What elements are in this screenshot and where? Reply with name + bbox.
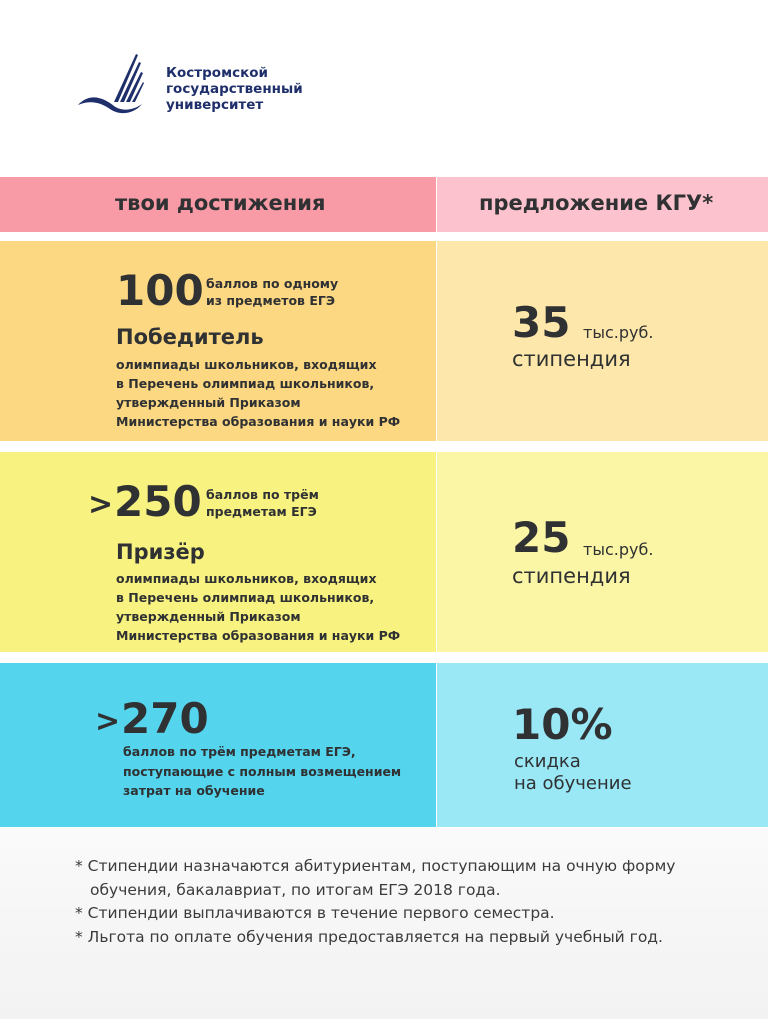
university-name-line2: государственный — [166, 81, 303, 97]
row2-desc-2: в Перечень олимпиад школьников, — [116, 590, 375, 605]
note-2: * Стипендии выплачиваются в течение первого семестра. — [75, 904, 555, 922]
row1-number: 100 — [116, 266, 204, 315]
row1-number-caption-1: баллов по одному — [206, 276, 339, 291]
row3-offer-label-1: скидка — [514, 751, 581, 772]
note-3: * Льгота по оплате обучения предоставляется на первый учебный год. — [75, 927, 663, 946]
row1-desc-3: утвержденный Приказом — [116, 395, 301, 410]
row2-prefix: > — [88, 487, 114, 522]
row2-achievement-cell — [0, 452, 436, 652]
row1-offer-cell — [437, 241, 768, 441]
row3-offer-label-2: на обучение — [514, 773, 632, 794]
row2-desc-3: утвержденный Приказом — [116, 609, 301, 624]
row2-offer-label: стипендия — [512, 564, 631, 588]
university-name-line3: университет — [166, 97, 264, 113]
row1-title: Победитель — [116, 325, 264, 349]
row2-title: Призёр — [116, 540, 205, 564]
row3-achievement-cell — [0, 663, 436, 827]
footnotes — [75, 855, 675, 949]
header-offer-label: предложение КГУ* — [479, 191, 714, 215]
row1-desc-1: олимпиады школьников, входящих — [116, 357, 377, 372]
university-name — [166, 65, 303, 113]
row2-desc-1: олимпиады школьников, входящих — [116, 571, 377, 586]
university-emblem-icon — [78, 48, 158, 118]
row1-offer-unit: тыс.руб. — [583, 323, 654, 342]
row3-offer-cell — [437, 663, 768, 827]
row1-achievement-cell — [0, 241, 436, 441]
note-1-line-1: * Стипендии назначаются абитуриентам, поступающим на очную форму — [75, 857, 676, 875]
row1-offer-label: стипендия — [512, 347, 631, 371]
university-logo — [78, 48, 338, 128]
row3-prefix: > — [95, 704, 121, 739]
row3-desc-3: затрат на обучение — [123, 783, 265, 798]
row3-desc-2: поступающие с полным возмещением — [123, 764, 402, 779]
row2-offer-cell — [437, 452, 768, 652]
note-1-line-2: обучения, бакалавриат, по итогам ЕГЭ 2018 года. — [90, 880, 501, 899]
row3-offer-value: 10% — [512, 700, 613, 749]
university-name-line1: Костромской — [166, 65, 269, 81]
row1-number-caption-2: из предметов ЕГЭ — [206, 293, 335, 308]
row1-offer-value: 35 — [512, 298, 571, 347]
header-offer — [437, 177, 768, 232]
row2-offer-unit: тыс.руб. — [583, 540, 654, 559]
header-achievements — [0, 177, 436, 232]
row2-desc-4: Министерства образования и науки РФ — [116, 628, 401, 643]
row2-number: 250 — [114, 477, 202, 526]
row1-desc-4: Министерства образования и науки РФ — [116, 414, 401, 429]
header-achievements-label: твои достижения — [115, 191, 326, 215]
row3-desc-1: баллов по трём предметам ЕГЭ, — [123, 744, 356, 759]
row2-number-caption-2: предметам ЕГЭ — [206, 504, 317, 519]
row2-offer-value: 25 — [512, 513, 571, 562]
row1-desc-2: в Перечень олимпиад школьников, — [116, 376, 375, 391]
row3-number: 270 — [121, 694, 209, 743]
row2-number-caption-1: баллов по трём — [206, 487, 319, 502]
